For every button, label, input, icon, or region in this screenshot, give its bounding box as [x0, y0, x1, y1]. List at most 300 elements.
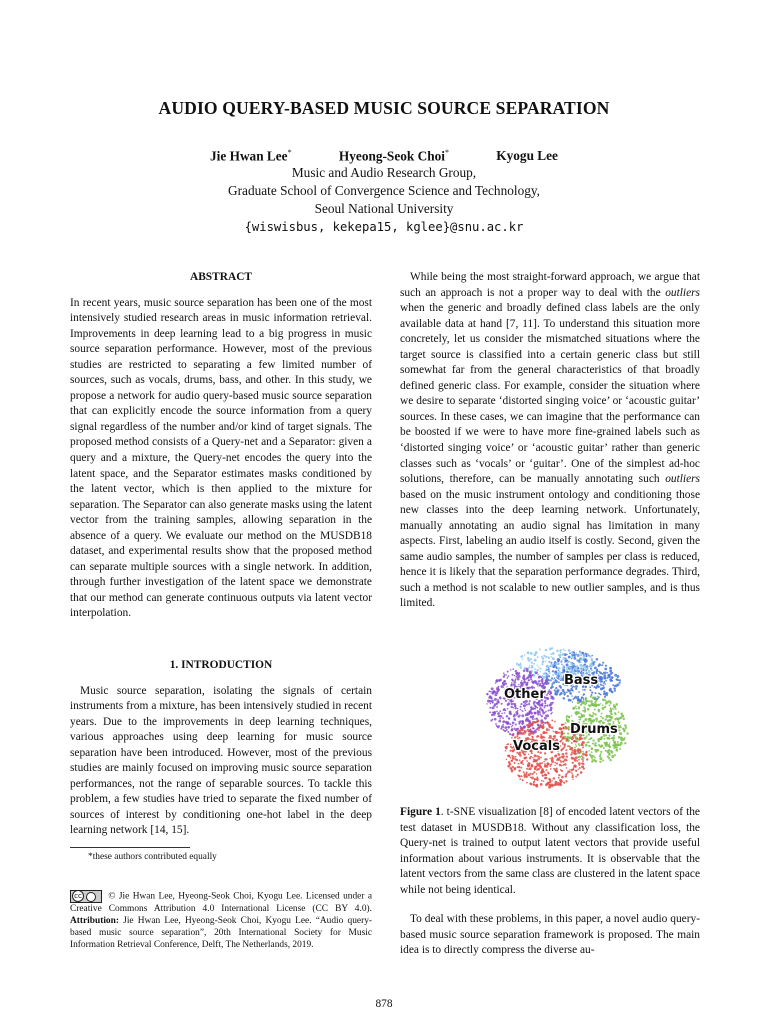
tsne-point	[507, 677, 509, 679]
tsne-point	[509, 712, 512, 715]
tsne-point	[523, 705, 525, 707]
tsne-point	[575, 688, 577, 690]
tsne-point	[601, 713, 603, 715]
tsne-point	[605, 680, 607, 682]
tsne-point	[621, 714, 624, 717]
tsne-point	[549, 735, 552, 738]
tsne-point	[591, 659, 593, 661]
tsne-point	[585, 752, 587, 754]
tsne-point	[501, 712, 503, 714]
tsne-point	[524, 758, 526, 760]
tsne-point	[605, 718, 607, 720]
tsne-point	[531, 674, 533, 676]
tsne-point	[574, 765, 577, 768]
tsne-point	[511, 682, 513, 684]
tsne-point	[577, 751, 580, 754]
tsne-point	[550, 692, 552, 694]
tsne-point	[532, 727, 534, 729]
tsne-point	[562, 724, 564, 726]
tsne-point	[537, 779, 539, 781]
tsne-point	[594, 744, 596, 746]
tsne-point	[514, 767, 516, 769]
tsne-point	[554, 689, 556, 691]
tsne-point	[571, 656, 573, 658]
tsne-point	[545, 656, 547, 658]
tsne-point	[536, 773, 537, 774]
tsne-point	[591, 761, 593, 763]
tsne-point	[577, 760, 579, 762]
tsne-point	[565, 752, 568, 755]
tsne-point	[595, 704, 598, 707]
tsne-point	[580, 713, 582, 715]
tsne-point	[563, 743, 566, 746]
tsne-point	[591, 748, 593, 750]
tsne-point	[608, 737, 610, 739]
tsne-point	[564, 694, 566, 696]
tsne-point	[609, 688, 612, 691]
tsne-point	[560, 651, 562, 653]
tsne-point	[624, 724, 627, 727]
tsne-point	[527, 657, 530, 660]
tsne-point	[551, 760, 554, 763]
tsne-point	[528, 720, 531, 723]
tsne-point	[595, 750, 598, 753]
tsne-point	[566, 767, 568, 769]
tsne-point	[494, 703, 496, 705]
tsne-point	[518, 763, 520, 765]
tsne-point	[618, 729, 620, 731]
tsne-point	[535, 651, 538, 654]
tsne-point	[541, 762, 543, 764]
tsne-point	[502, 683, 505, 686]
tsne-point	[608, 749, 610, 751]
tsne-point	[511, 706, 513, 708]
tsne-point	[599, 663, 601, 665]
tsne-point	[568, 716, 570, 718]
tsne-point	[500, 698, 501, 699]
tsne-point	[602, 698, 605, 701]
tsne-point	[582, 753, 585, 756]
tsne-point	[510, 744, 512, 746]
tsne-point	[559, 757, 561, 759]
tsne-point	[582, 689, 584, 691]
tsne-point	[507, 708, 509, 710]
tsne-point	[573, 707, 576, 710]
tsne-point	[524, 730, 526, 732]
tsne-point	[619, 682, 621, 684]
tsne-point	[526, 677, 528, 679]
tsne-point	[539, 709, 541, 711]
tsne-point	[530, 731, 532, 733]
tsne-point	[575, 776, 577, 778]
tsne-point	[490, 719, 492, 721]
tsne-point	[498, 725, 500, 727]
tsne-point	[515, 756, 517, 758]
tsne-point	[585, 702, 587, 704]
tsne-point	[607, 744, 610, 747]
tsne-point	[590, 700, 593, 703]
tsne-point	[549, 729, 550, 730]
tsne-point	[490, 703, 491, 704]
tsne-point	[517, 678, 520, 681]
tsne-point	[610, 709, 612, 711]
tsne-point	[525, 703, 526, 704]
tsne-point	[545, 774, 548, 777]
tsne-point	[521, 658, 523, 660]
tsne-point	[581, 703, 583, 705]
tsne-point	[520, 709, 522, 711]
tsne-point	[549, 689, 551, 691]
tsne-point	[522, 732, 525, 735]
tsne-point	[529, 767, 532, 770]
tsne-point	[559, 784, 562, 787]
tsne-point	[518, 672, 520, 674]
tsne-point	[602, 704, 604, 706]
tsne-point	[557, 664, 559, 666]
tsne-point	[542, 661, 544, 663]
tsne-point	[598, 675, 600, 677]
tsne-point	[615, 703, 618, 706]
tsne-point	[562, 691, 564, 693]
tsne-point	[612, 757, 614, 759]
footnote-rule	[70, 847, 190, 848]
tsne-point	[598, 680, 600, 682]
tsne-point	[506, 746, 508, 748]
tsne-point	[537, 768, 539, 770]
tsne-point	[514, 679, 516, 681]
tsne-point	[602, 662, 604, 664]
tsne-point	[578, 662, 579, 663]
tsne-point	[611, 691, 614, 694]
tsne-point	[611, 751, 614, 754]
abstract-heading: ABSTRACT	[189, 271, 253, 283]
tsne-point	[576, 660, 578, 662]
tsne-point	[556, 649, 558, 651]
tsne-point	[567, 695, 569, 697]
tsne-point	[556, 762, 558, 764]
tsne-point	[536, 736, 538, 738]
tsne-point	[537, 714, 539, 716]
tsne-point	[541, 676, 543, 678]
tsne-point	[523, 678, 525, 680]
tsne-point	[571, 695, 573, 697]
tsne-point	[561, 776, 564, 779]
tsne-point	[526, 668, 529, 671]
tsne-point	[586, 758, 588, 760]
tsne-point	[580, 750, 582, 752]
introduction-heading: 1. INTRODUCTION	[169, 659, 273, 671]
tsne-point	[548, 661, 550, 663]
tsne-point	[541, 656, 543, 658]
tsne-point	[537, 727, 540, 730]
tsne-point	[503, 729, 505, 731]
tsne-point	[598, 709, 601, 712]
tsne-point	[523, 670, 526, 673]
tsne-point	[570, 753, 572, 755]
tsne-point	[598, 692, 600, 694]
tsne-point	[575, 652, 577, 654]
tsne-point	[575, 745, 577, 747]
tsne-point	[580, 701, 582, 703]
tsne-point	[573, 667, 576, 670]
tsne-point	[577, 737, 579, 739]
tsne-point	[509, 750, 511, 752]
tsne-point	[605, 665, 607, 667]
tsne-point	[603, 685, 605, 687]
tsne-point	[606, 701, 609, 704]
tsne-point	[543, 683, 545, 685]
tsne-point	[560, 649, 562, 651]
figure-1-tsne	[478, 642, 638, 802]
tsne-point	[578, 769, 579, 770]
tsne-point	[540, 725, 542, 727]
tsne-point	[579, 764, 581, 766]
tsne-point	[528, 733, 531, 736]
tsne-point	[562, 657, 565, 660]
tsne-point	[613, 745, 616, 748]
tsne-point	[530, 712, 533, 715]
tsne-point	[566, 738, 569, 741]
tsne-point	[519, 730, 521, 732]
tsne-point	[526, 772, 528, 774]
page-number: 878	[375, 998, 393, 1010]
tsne-point	[611, 672, 613, 674]
tsne-point	[507, 765, 510, 768]
tsne-point	[525, 710, 527, 712]
tsne-point	[577, 774, 579, 776]
tsne-plot	[478, 642, 638, 802]
tsne-point	[556, 676, 558, 678]
tsne-point	[500, 685, 503, 688]
tsne-point	[559, 694, 561, 696]
tsne-point	[555, 666, 557, 668]
tsne-point	[572, 664, 574, 666]
tsne-point	[561, 739, 563, 741]
tsne-point	[569, 748, 572, 751]
tsne-point	[555, 687, 557, 689]
tsne-point	[487, 700, 490, 703]
tsne-point	[560, 686, 562, 688]
tsne-point	[541, 663, 543, 665]
label-other: Other	[504, 687, 546, 702]
tsne-point	[599, 761, 601, 763]
tsne-point	[566, 669, 568, 671]
tsne-point	[526, 730, 527, 731]
tsne-point	[527, 651, 530, 654]
tsne-point	[534, 718, 536, 720]
tsne-point	[490, 700, 492, 702]
tsne-point	[578, 756, 581, 759]
tsne-point	[574, 747, 576, 749]
tsne-point	[522, 711, 523, 712]
tsne-point	[486, 703, 488, 705]
tsne-point	[564, 650, 566, 652]
tsne-point	[590, 695, 592, 697]
tsne-point	[551, 647, 553, 649]
tsne-point	[508, 675, 510, 677]
tsne-point	[583, 699, 585, 701]
tsne-point	[587, 741, 589, 743]
tsne-point	[533, 758, 536, 761]
tsne-point	[603, 681, 605, 683]
tsne-point	[600, 751, 602, 753]
tsne-point	[494, 698, 497, 701]
tsne-point	[566, 715, 568, 717]
tsne-point	[619, 717, 621, 719]
tsne-point	[537, 656, 539, 658]
tsne-point	[530, 676, 532, 678]
tsne-point	[538, 711, 541, 714]
tsne-point	[514, 707, 516, 709]
tsne-point	[510, 746, 512, 748]
tsne-point	[538, 730, 539, 731]
tsne-point	[540, 734, 542, 736]
tsne-point	[526, 760, 528, 762]
tsne-point	[569, 690, 571, 692]
tsne-point	[523, 681, 526, 684]
tsne-point	[541, 721, 544, 724]
tsne-point	[565, 726, 567, 728]
tsne-point	[504, 674, 506, 676]
tsne-point	[558, 681, 560, 683]
tsne-point	[528, 730, 530, 732]
tsne-point	[541, 679, 544, 682]
tsne-point	[509, 723, 511, 725]
tsne-point	[550, 758, 551, 759]
tsne-point	[546, 665, 549, 668]
tsne-point	[493, 691, 496, 694]
tsne-point	[594, 692, 596, 694]
tsne-point	[534, 712, 537, 715]
tsne-point	[514, 681, 517, 684]
tsne-point	[521, 682, 524, 685]
tsne-point	[566, 756, 568, 758]
tsne-point	[618, 721, 620, 723]
tsne-point	[583, 706, 585, 708]
tsne-point	[576, 654, 578, 656]
tsne-point	[563, 728, 565, 730]
tsne-point	[575, 705, 577, 707]
tsne-point	[580, 655, 581, 656]
tsne-point	[565, 780, 567, 782]
tsne-point	[580, 667, 582, 669]
tsne-point	[531, 765, 534, 768]
tsne-point	[564, 738, 566, 740]
tsne-point	[572, 779, 573, 780]
tsne-point	[547, 782, 550, 785]
tsne-point	[620, 736, 623, 739]
tsne-point	[560, 765, 562, 767]
tsne-point	[518, 684, 520, 686]
tsne-point	[623, 718, 625, 720]
email-addresses: {wiswisbus, kekepa15, kglee}@snu.ac.kr	[244, 220, 524, 234]
tsne-point	[572, 701, 573, 702]
tsne-point	[555, 770, 558, 773]
tsne-point	[544, 765, 547, 768]
tsne-point	[512, 668, 514, 670]
tsne-point	[552, 652, 555, 655]
tsne-point	[585, 754, 587, 756]
tsne-point	[559, 728, 562, 731]
tsne-point	[526, 703, 528, 705]
tsne-point	[610, 759, 612, 761]
tsne-point	[545, 661, 547, 663]
tsne-point	[543, 655, 545, 657]
tsne-point	[517, 731, 519, 733]
tsne-point	[573, 767, 575, 769]
tsne-point	[550, 653, 552, 655]
tsne-point	[545, 711, 547, 713]
tsne-point	[617, 676, 619, 678]
tsne-point	[558, 732, 560, 734]
tsne-point	[542, 682, 544, 684]
tsne-point	[614, 690, 616, 692]
label-drums: Drums	[570, 722, 618, 737]
tsne-point	[579, 660, 581, 662]
tsne-point	[616, 749, 618, 751]
tsne-point	[580, 661, 582, 663]
tsne-point	[583, 737, 586, 740]
tsne-point	[602, 760, 604, 762]
tsne-point	[526, 776, 528, 778]
tsne-point	[584, 689, 586, 691]
tsne-point	[605, 699, 607, 701]
tsne-point	[504, 712, 506, 714]
tsne-point	[609, 719, 612, 722]
tsne-point	[548, 656, 550, 658]
tsne-point	[563, 697, 566, 700]
tsne-point	[527, 763, 530, 766]
tsne-point	[524, 777, 526, 779]
tsne-point	[592, 703, 595, 706]
tsne-point	[595, 713, 597, 715]
tsne-point	[566, 654, 568, 656]
tsne-point	[516, 711, 518, 713]
tsne-point	[504, 680, 506, 682]
tsne-point	[605, 750, 607, 752]
tsne-point	[591, 691, 593, 693]
tsne-point	[540, 671, 542, 673]
tsne-point	[516, 735, 518, 737]
tsne-point	[612, 739, 614, 741]
tsne-point	[502, 724, 504, 726]
tsne-point	[614, 754, 616, 756]
tsne-point	[544, 717, 547, 720]
tsne-point	[529, 671, 532, 674]
tsne-point	[534, 668, 536, 670]
tsne-point	[553, 783, 556, 786]
tsne-point	[489, 711, 491, 713]
tsne-point	[589, 718, 592, 721]
tsne-point	[575, 743, 576, 744]
tsne-point	[512, 721, 515, 724]
tsne-point	[532, 773, 534, 775]
tsne-point	[617, 743, 620, 746]
tsne-point	[490, 691, 492, 693]
tsne-point	[614, 712, 616, 714]
tsne-point	[516, 663, 518, 665]
tsne-point	[595, 668, 597, 670]
label-vocals: Vocals	[513, 739, 560, 754]
tsne-point	[552, 670, 554, 672]
tsne-point	[599, 678, 602, 681]
tsne-point	[507, 703, 510, 706]
tsne-point	[518, 723, 520, 725]
tsne-point	[528, 667, 530, 669]
tsne-point	[515, 723, 517, 725]
tsne-point	[559, 654, 561, 656]
tsne-point	[599, 757, 602, 760]
